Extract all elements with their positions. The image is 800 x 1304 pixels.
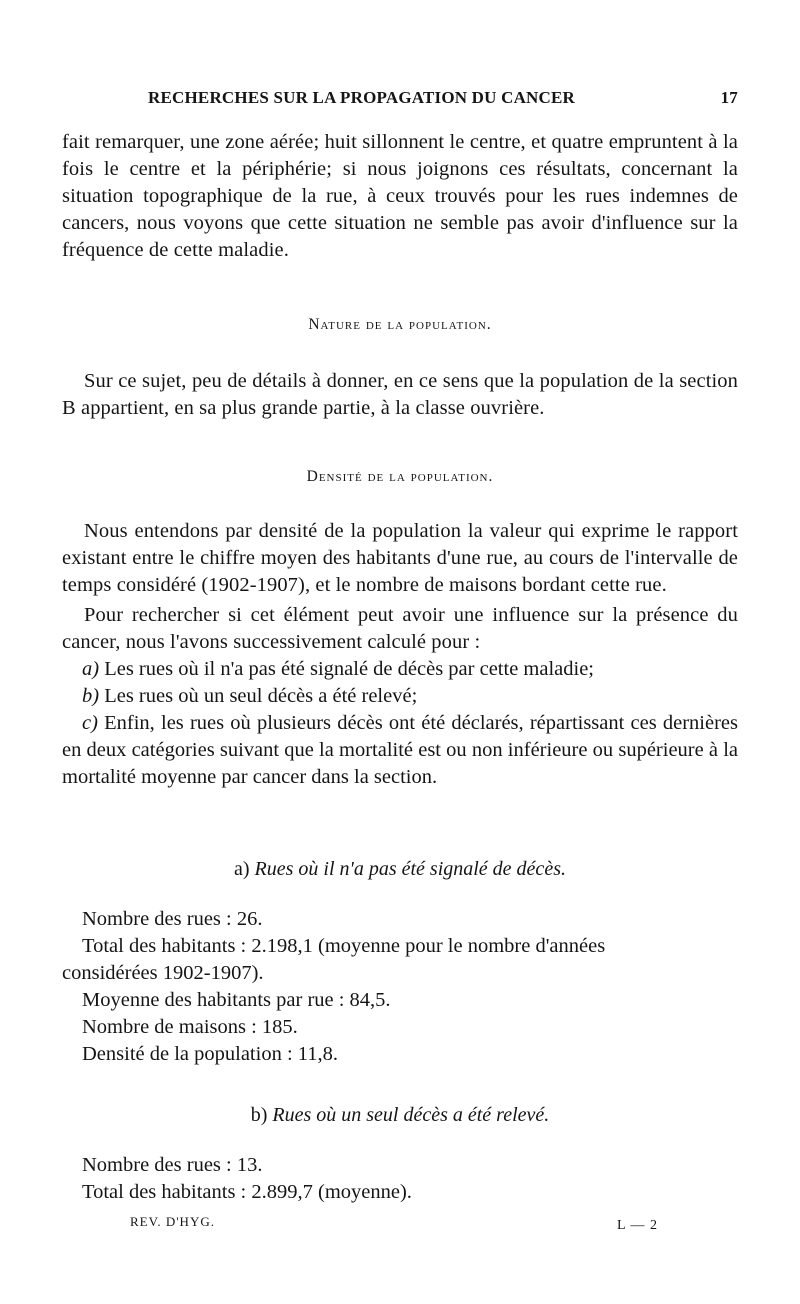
a-moyenne-habitants: Moyenne des habitants par rue : 84,5.	[82, 989, 391, 1011]
a-total-habitants-line-1: Total des habitants : 2.198,1 (moyenne pour le nombre d'années	[82, 935, 606, 957]
list-item	[62, 683, 738, 710]
b-total-habitants: Total des habitants : 2.899,7 (moyenne).	[82, 1181, 412, 1203]
section-heading-densite: Densité de la population.	[306, 468, 494, 485]
b-nombre-rues: Nombre des rues : 13.	[82, 1154, 263, 1176]
list-item	[62, 710, 738, 791]
list-item-text: Les rues où un seul décès a été relevé;	[104, 685, 418, 707]
densite-paragraph-1: Nous entendons par densité de la population la valeur qui exprime le rapport existant entre le chiffre moyen des habitants d'une rue, au cours de l'intervalle de temps considéré (1902-1907), et le nombre de maisons bordant cette rue.	[62, 520, 738, 596]
subsection-b-title: Rues où un seul décès a été relevé.	[272, 1104, 550, 1126]
intro-paragraph-block	[62, 129, 738, 264]
nature-paragraph-block	[62, 368, 738, 422]
list-item-text: Les rues où il n'a pas été signalé de décès par cette maladie;	[104, 658, 594, 680]
a-total-habitants-line-2: considérées 1902-1907).	[62, 962, 264, 984]
subsection-a-label: a)	[234, 858, 250, 880]
page-number: 17	[720, 88, 738, 107]
subsection-a-block	[62, 906, 738, 1068]
a-densite-population: Densité de la population : 11,8.	[82, 1043, 339, 1065]
densite-text-block	[62, 518, 738, 791]
list-item-label: b)	[82, 685, 100, 707]
subsection-a-title: Rues où il n'a pas été signalé de décès.	[254, 858, 566, 880]
subsection-b-block	[62, 1152, 738, 1206]
list-item-label: a)	[82, 658, 100, 680]
subsection-a-heading	[62, 858, 738, 881]
list-item-label: c)	[82, 712, 98, 734]
a-nombre-rues: Nombre des rues : 26.	[82, 908, 263, 930]
running-title: RECHERCHES SUR LA PROPAGATION DU CANCER	[148, 88, 576, 107]
subsection-b-label: b)	[250, 1104, 268, 1126]
list-item	[62, 656, 738, 683]
footer-journal-signature: REV. D'HYG.	[130, 1214, 215, 1229]
section-heading-nature: Nature de la population.	[308, 316, 492, 333]
nature-paragraph: Sur ce sujet, peu de détails à donner, en ce sens que la population de la section B appartient, en sa plus grande partie, à la classe ouvrière.	[62, 370, 738, 419]
list-item-text: Enfin, les rues où plusieurs décès ont été déclarés, répartissant ces dernières en deux catégories suivant que la mortalité est ou non inférieure ou supérieure à la mortalité moyenne par cancer dans la section.	[62, 712, 739, 788]
intro-paragraph: fait remarquer, une zone aérée; huit sillonnent le centre, et quatre empruntent à la fois le centre et la périphérie; si nous joignons ces résultats, concernant la situation topographique de la rue, à ceux trouvés pour les rues indemnes de cancers, nous voyons que cette situation ne semble pas avoir d'influence sur la fréquence de cette maladie.	[62, 131, 738, 261]
a-nombre-maisons: Nombre de maisons : 185.	[82, 1016, 298, 1038]
subsection-b-heading	[62, 1104, 738, 1127]
footer-sheet-signature: L — 2	[616, 1218, 658, 1233]
densite-paragraph-2: Pour rechercher si cet élément peut avoir une influence sur la présence du cancer, nous l'avons successivement calculé pour :	[62, 604, 738, 653]
